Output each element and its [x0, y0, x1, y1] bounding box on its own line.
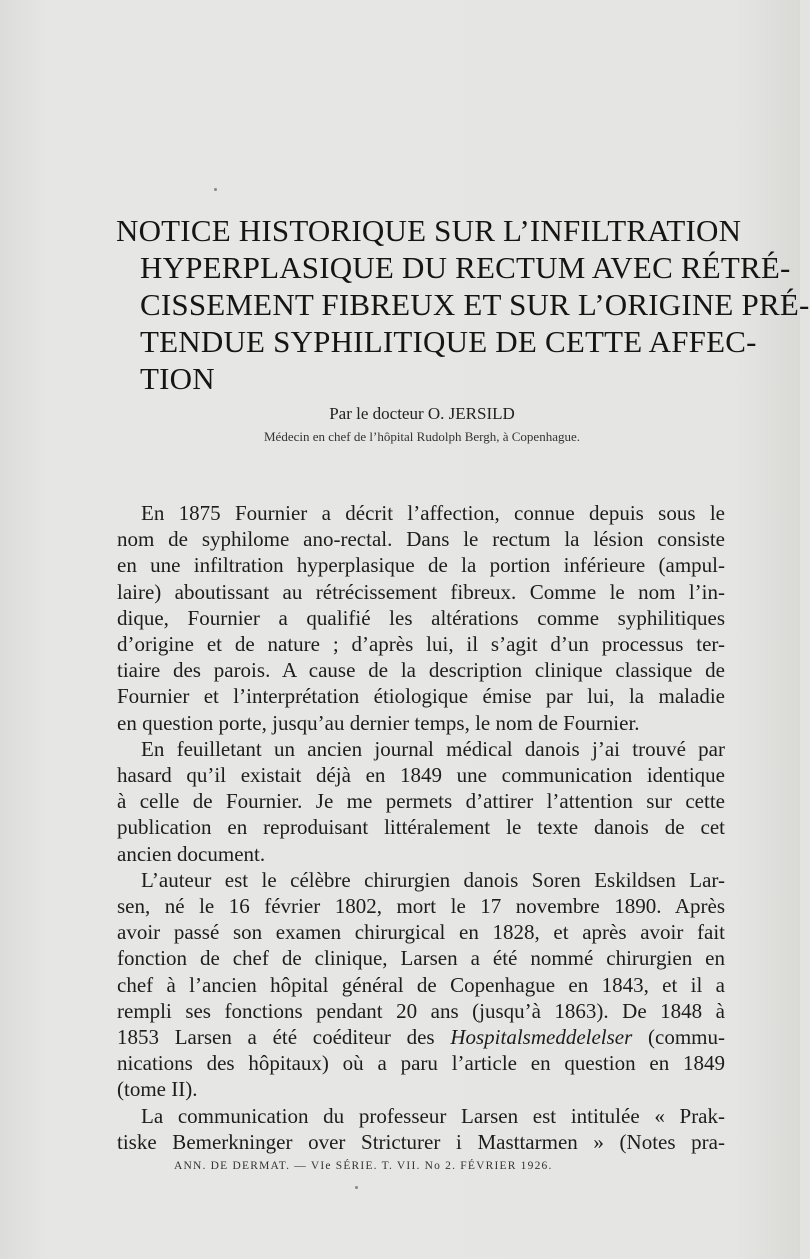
text-line: En 1875 Fournier a décrit l’affection, connue depuis sous le: [141, 501, 725, 525]
text-line: à celle de Fournier. Je me permets d’attirer l’attention sur cette: [117, 789, 725, 814]
text-line: hasard qu’il existait déjà en 1849 une communication identique: [117, 763, 725, 788]
text-line: dique, Fournier a qualifié les altérations comme syphilitiques: [117, 605, 725, 630]
text-line: Fournier et l’interprétation étiologique émise par lui, la maladie: [117, 684, 725, 709]
text-line: (tome II).: [117, 1077, 198, 1102]
title-line: TENDUE SYPHILITIQUE DE CETTE AFFEC-: [140, 324, 757, 359]
text-line: tiske Bemerkninger over Stricturer i Masttarmen » (Notes pra-: [117, 1129, 725, 1154]
text-line: tiaire des parois. A cause de la description clinique classique de: [117, 658, 725, 683]
scan-speck: [214, 188, 217, 191]
author-byline: Par le docteur O. JERSILD: [329, 404, 515, 423]
text-line: En feuilletant un ancien journal médical danois j’ai trouvé par: [141, 736, 725, 761]
article-body: [117, 500, 725, 1155]
paragraph: [117, 1103, 725, 1155]
text-run: 1853 Larsen a été coéditeur des: [117, 1025, 451, 1050]
paragraph: [117, 500, 725, 736]
text-line: chef à l’ancien hôpital général de Copenhague en 1843, et il a: [117, 972, 725, 997]
text-line: [117, 1024, 725, 1050]
text-line: La communication du professeur Larsen est intitulée « Prak-: [141, 1103, 725, 1128]
text-line: rempli ses fonctions pendant 20 ans (jusqu’à 1863). De 1848 à: [117, 998, 725, 1023]
text-line: sen, né le 16 février 1802, mort le 17 novembre 1890. Après: [117, 894, 725, 919]
title-line: NOTICE HISTORIQUE SUR L’INFILTRATION: [116, 213, 742, 248]
title-line: TION: [140, 361, 215, 396]
italic-journal-title: Hospitalsmeddelelser: [450, 1025, 633, 1050]
paragraph: [117, 867, 725, 1103]
title-line: CISSEMENT FIBREUX ET SUR L’ORIGINE PRÉ-: [140, 287, 810, 322]
text-line: en une infiltration hyperplasique de la portion inférieure (ampul-: [117, 553, 725, 578]
article-title: [116, 212, 810, 397]
text-run: (commu-: [632, 1025, 725, 1050]
text-line: ancien document.: [117, 841, 266, 866]
paragraph: [117, 736, 725, 867]
text-line: d’origine et de nature ; d’après lui, il s’agit d’un processus ter-: [117, 632, 725, 657]
author-affiliation: Médecin en chef de l’hôpital Rudolph Bergh, à Copenhague.: [263, 429, 580, 444]
text-line: laire) aboutissant au rétrécissement fibreux. Comme le nom l’in-: [117, 579, 725, 604]
text-line: nications des hôpitaux) où a paru l’article en question en 1849: [117, 1051, 725, 1076]
text-line: L’auteur est le célèbre chirurgien danois Soren Eskildsen Lar-: [141, 867, 725, 892]
text-line: nom de syphilome ano-rectal. Dans le rectum la lésion consiste: [117, 527, 725, 552]
text-line: publication en reproduisant littéralement le texte danois de cet: [117, 815, 725, 840]
text-line: fonction de chef de clinique, Larsen a été nommé chirurgien en: [117, 946, 725, 971]
scan-speck: [355, 1186, 358, 1189]
text-line: en question porte, jusqu’au dernier temps, le nom de Fournier.: [117, 710, 640, 735]
title-line: HYPERPLASIQUE DU RECTUM AVEC RÉTRÉ-: [140, 250, 791, 285]
text-line: avoir passé son examen chirurgical en 1828, et après avoir fait: [117, 920, 725, 945]
running-footer: ANN. DE DERMAT. — VIe SÉRIE. T. VII. No 2. FÉVRIER 1926.: [174, 1160, 553, 1172]
